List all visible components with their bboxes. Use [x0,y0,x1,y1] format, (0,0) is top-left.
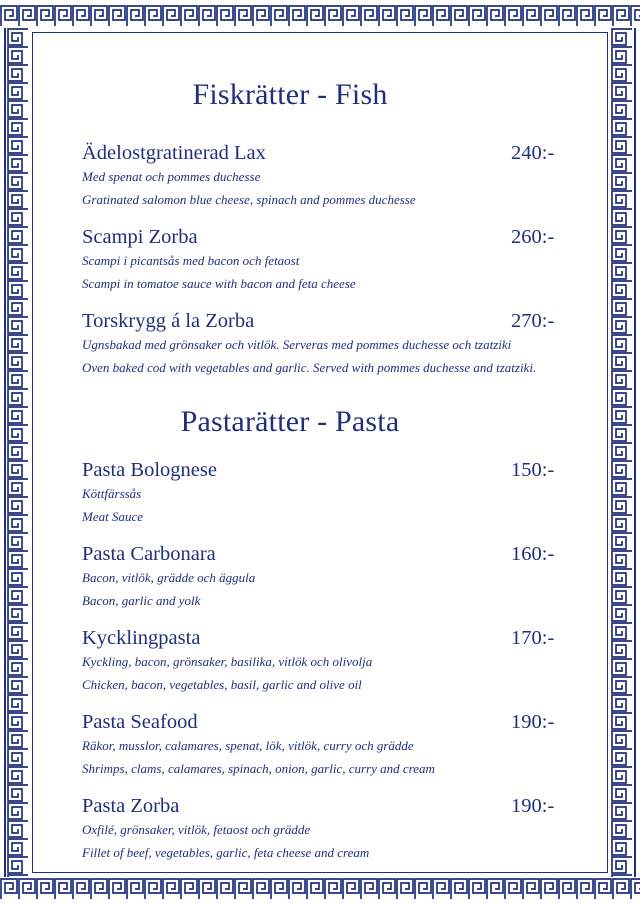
dish-description-swedish: Oxfilé, grönsaker, vitlök, fetaost och grädde [82,822,311,837]
dish-name: Scampi Zorba [82,226,198,248]
menu-item-header [82,224,602,250]
dish-price: 240:- [511,142,555,164]
menu-item-header [82,793,602,819]
dish-price: 270:- [511,310,555,332]
menu-item-header [82,709,602,735]
greek-key-border-left [6,28,30,877]
dish-name: Torskrygg á la Zorba [82,310,255,332]
menu-item-header [82,625,602,651]
dish-description-english: Oven baked cod with vegetables and garlic. Served with pommes duchesse and tzatziki. [82,359,537,375]
dish-name: Pasta Zorba [82,795,180,817]
greek-key-border-top [0,4,640,28]
fish-item-list [82,140,602,379]
greek-key-border-bottom [0,877,640,901]
menu-item [82,224,602,295]
menu-item-header [82,541,602,567]
greek-key-border-right [610,28,634,877]
dish-price: 160:- [511,543,555,565]
dish-name: Ädelostgratinerad Lax [82,142,266,164]
dish-description-english: Scampi in tomatoe sauce with bacon and feta cheese [82,275,356,291]
dish-description-swedish: Med spenat och pommes duchesse [82,169,261,184]
menu-item [82,308,602,379]
dish-price: 190:- [511,711,555,733]
dish-description-english: Chicken, bacon, vegetables, basil, garlic and olive oil [82,676,362,692]
dish-description-swedish: Räkor, musslor, calamares, spenat, lök, vitlök, curry och grädde [82,738,414,753]
menu-item [82,793,602,864]
dish-name: Kycklingpasta [82,627,201,649]
dish-description-english: Meat Sauce [82,508,144,524]
menu-item-header [82,140,602,166]
dish-description-english: Shrimps, clams, calamares, spinach, onion, garlic, curry and cream [82,760,435,776]
dish-price: 190:- [511,795,555,817]
dish-description-swedish: Bacon, vitlök, grädde och äggula [82,570,256,585]
pasta-section-title: Pastarätter - Pasta [180,405,400,438]
dish-description-swedish: Scampi i picantsås med bacon och fetaost [82,253,300,268]
menu-item-header [82,457,602,483]
menu-content [82,72,602,877]
menu-item [82,541,602,612]
menu-item [82,457,602,528]
dish-description-swedish: Kyckling, bacon, grönsaker, basilika, vitlök och olivolja [82,654,373,669]
dish-description-swedish: Köttfärssås [82,486,142,501]
dish-name: Pasta Carbonara [82,543,216,565]
menu-item [82,140,602,211]
dish-description-english: Fillet of beef, vegetables, garlic, feta cheese and cream [82,844,370,860]
menu-item-header [82,308,602,334]
pasta-item-list [82,457,602,864]
dish-name: Pasta Seafood [82,711,198,733]
dish-price: 260:- [511,226,555,248]
dish-description-english: Gratinated salomon blue cheese, spinach and pommes duchesse [82,191,416,207]
menu-item [82,625,602,696]
dish-name: Pasta Bolognese [82,459,217,481]
dish-price: 150:- [511,459,555,481]
menu-item [82,709,602,780]
dish-price: 170:- [511,627,555,649]
dish-description-english: Bacon, garlic and yolk [82,592,201,608]
fish-section-title: Fiskrätter - Fish [192,78,388,111]
dish-description-swedish: Ugnsbakad med grönsaker och vitlök. Serveras med pommes duchesse och tzatziki [82,337,512,352]
